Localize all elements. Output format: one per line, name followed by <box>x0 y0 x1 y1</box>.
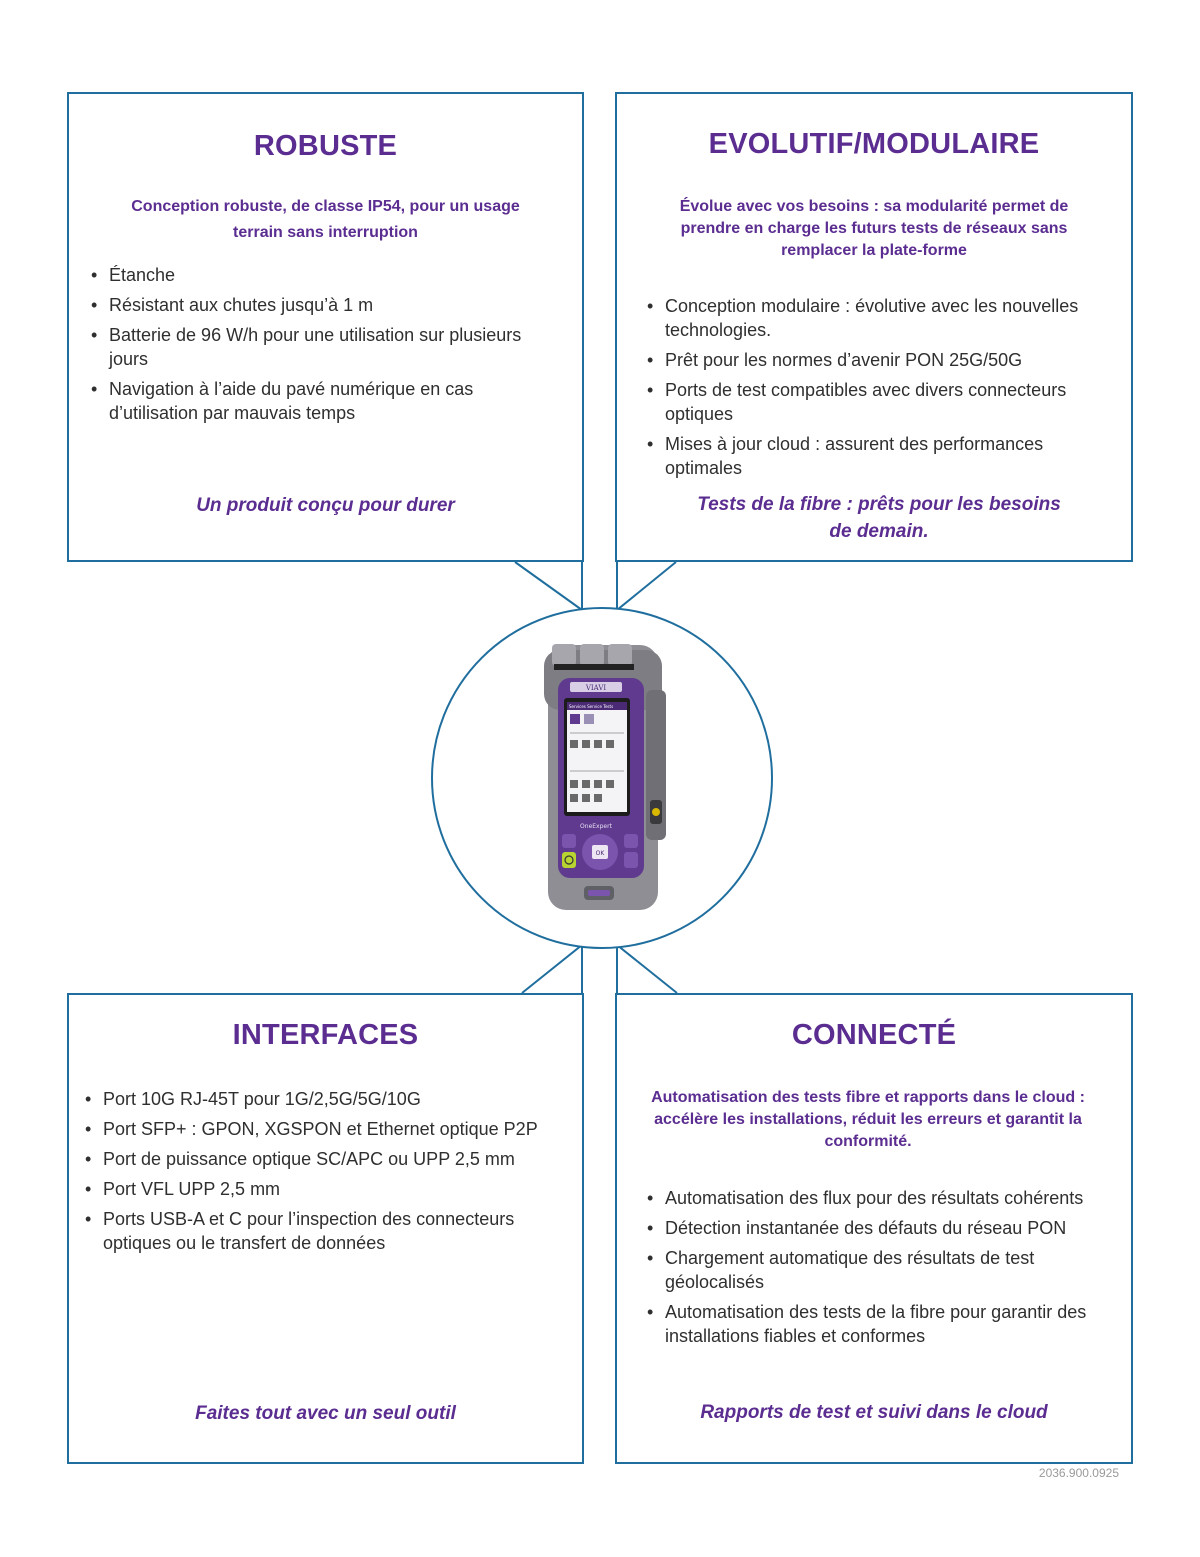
list-item: • Automatisation des flux pour des résultats cohérents <box>647 1186 1121 1210</box>
list-item: • Chargement automatique des résultats de test géolocalisés <box>647 1246 1121 1294</box>
list-item: • Mises à jour cloud : assurent des performances optimales <box>647 432 1113 480</box>
connector-top-right <box>617 562 676 610</box>
panel-title: INTERFACES <box>232 1019 419 1051</box>
list-item: • Ports USB-A et C pour l’inspection des connecteurs optiques ou le transfert de données <box>85 1207 562 1255</box>
panel-intro: Automatisation des tests fibre et rapports dans le cloud : accélère les installations, réduit les erreurs et garantit la conformité. <box>651 1089 1085 1150</box>
panel-intro: Évolue avec vos besoins : sa modularité permet de prendre en charge les futurs tests de réseaux sans remplacer la plate-forme <box>679 198 1069 259</box>
list-item: • Détection instantanée des défauts du réseau PON <box>647 1216 1121 1240</box>
connector-bottom-left <box>522 945 582 993</box>
panel-title: CONNECTÉ <box>791 1019 957 1051</box>
ok-key-label: OK <box>595 850 605 857</box>
panel-robuste <box>67 92 584 562</box>
connector-top-left <box>515 562 582 610</box>
list-item: • Port de puissance optique SC/APC ou UPP 2,5 mm <box>85 1147 562 1171</box>
list-item: • Résistant aux chutes jusqu’à 1 m <box>91 293 542 317</box>
document-code: 2036.900.0925 <box>1038 1466 1119 1480</box>
bullet-list <box>85 1087 562 1261</box>
panel-connecte <box>615 993 1133 1464</box>
list-item: • Conception modulaire : évolutive avec les nouvelles technologies. <box>647 294 1113 342</box>
brand-label: VIAVI <box>585 684 607 692</box>
list-item: • Automatisation des tests de la fibre pour garantir des installations fiables et conformes <box>647 1300 1121 1348</box>
list-item: • Ports de test compatibles avec divers connecteurs optiques <box>647 378 1113 426</box>
panel-tagline: Tests de la fibre : prêts pour les besoins de demain. <box>697 494 1061 542</box>
list-item: • Port VFL UPP 2,5 mm <box>85 1177 562 1201</box>
bullet-list <box>91 263 542 431</box>
screen-header: Services Service Tests <box>569 704 614 709</box>
panel-title: EVOLUTIF/MODULAIRE <box>708 128 1040 160</box>
bullet-list <box>647 294 1113 486</box>
panel-tagline: Rapports de test et suivi dans le cloud <box>700 1402 1048 1423</box>
list-item: • Port SFP+ : GPON, XGSPON et Ethernet optique P2P <box>85 1117 562 1141</box>
panel-evolutif <box>615 92 1133 562</box>
list-item: • Prêt pour les normes d’avenir PON 25G/50G <box>647 348 1113 372</box>
model-label: OneExpert <box>580 823 612 830</box>
list-item: • Étanche <box>91 263 542 287</box>
device-image <box>540 640 670 915</box>
panel-tagline: Un produit conçu pour durer <box>196 495 455 516</box>
list-item: • Navigation à l’aide du pavé numérique en cas d’utilisation par mauvais temps <box>91 377 542 425</box>
list-item: • Batterie de 96 W/h pour une utilisation sur plusieurs jours <box>91 323 542 371</box>
list-item: • Port 10G RJ-45T pour 1G/2,5G/5G/10G <box>85 1087 562 1111</box>
panel-intro: Conception robuste, de classe IP54, pour un usage terrain sans interruption <box>131 198 520 241</box>
panel-tagline: Faites tout avec un seul outil <box>195 1403 456 1424</box>
panel-title: ROBUSTE <box>253 130 398 162</box>
panel-interfaces <box>67 993 584 1464</box>
bullet-list <box>647 1186 1121 1354</box>
connector-bottom-right <box>617 945 677 993</box>
